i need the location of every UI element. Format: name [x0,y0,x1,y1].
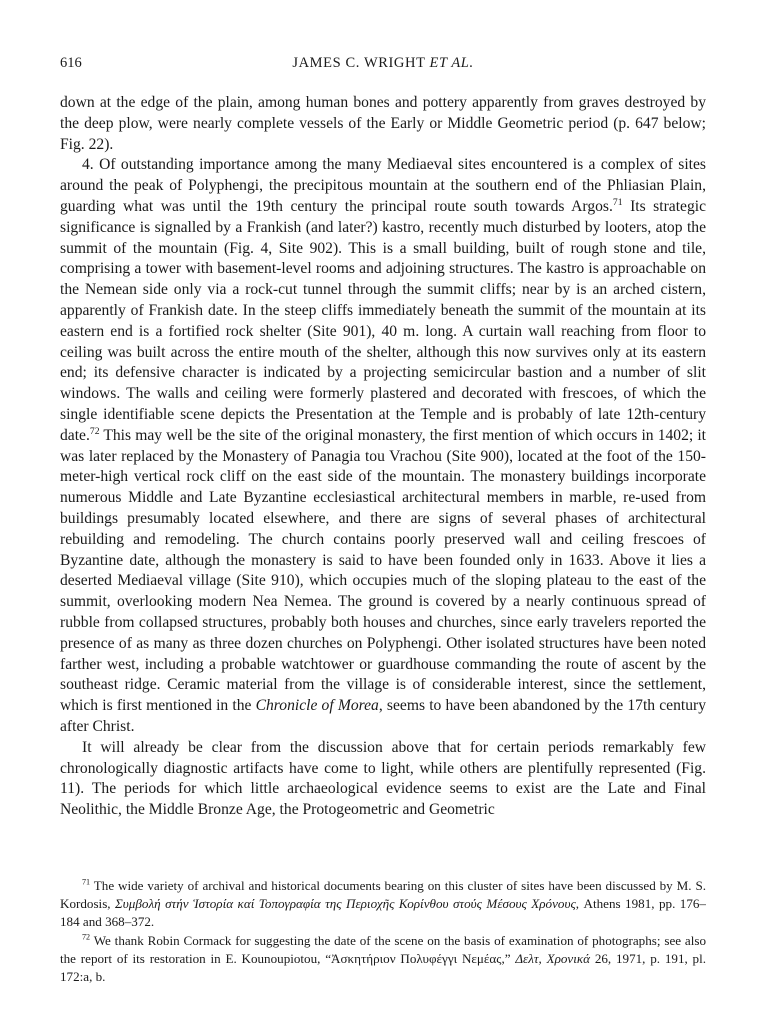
footnote-72 [60,932,706,987]
paragraph-text: 4. Of outstanding importance among the many Mediaeval sites encountered is a complex of sites around the peak of Polyphengi, the precipitous mountain at the southern end of the Phliasian Plain, guarding what was until the 19th century the principal route south towards Argos. [60,156,706,215]
footnote-greek-title: Συμβολή στήν Ἱστορία καί Τοπογραφία της Περιοχῆς Κορίνθου στούς Μέσους Χρόνους [115,896,576,912]
footnote-text: We thank Robin Cormack for suggesting the date of the scene on the basis of examination of photographs; see also the report of its restoration in E. Kounoupiotou, “Ἀσκητήριον Πολυφέγγι Νεμέας,” [60,932,706,966]
body-text [60,93,706,821]
running-head-et-al: ET AL. [429,55,474,71]
paragraph-text: Its strategic significance is signalled by a Frankish (and later?) kastro, recently much disturbed by looters, atop the summit of the mountain (Fig. 4, Site 902). This is a small building, built of rough stone and tile, comprising a tower with basement-level rooms and adjoining structures. The kastro is approachable on the Nemean side only via a rock-cut tunnel through the summit cliffs; near by is an arched cistern, apparently of Frankish date. In the steep cliffs immediately beneath the summit of the mountain at its eastern end is a fortified rock shelter (Site 901), 40 m. long. A curtain wall reaching from floor to ceiling was built across the entire mouth of the shelter, although this now survives only at its eastern end; its defensive character is indicated by a projecting semicircular bastion and a number of slit windows. The walls and ceiling were formerly plastered and decorated with frescoes, of which the single identifiable scene depicts the Presentation at the Temple and is probably of late 12th-century date. [60,197,706,444]
paragraph-polyphengi [60,155,706,737]
paragraph-continuation: down at the edge of the plain, among human bones and pottery apparently from graves destroyed by the deep plow, were nearly complete vessels of the Early or Middle Geometric period (p. 647 below; Fig. 22). [60,94,706,153]
italic-title-chronicle: Chronicle of Morea [255,697,379,715]
paragraph-text: , seems to have been abandoned by the 17th century after Christ. [60,697,706,735]
footnote-text: , Athens 1981, pp. 176–184 and 368–372. [60,896,706,930]
footnote-text: 26, 1971, p. 191, pl. 172:a, b. [60,950,707,985]
running-head-authors: JAMES C. WRIGHT [292,55,426,71]
running-head [60,55,706,72]
footnote-text: The wide variety of archival and historical documents bearing on this cluster of sites have been discussed by M. S. Kordosis, [60,878,706,912]
footnotes [60,877,706,986]
paragraph-periods: It will already be clear from the discussion above that for certain periods remarkably few chronologically diagnostic artifacts have come to light, while others are plentifully represented (Fig. 11). The periods for which little archaeological evidence seems to exist are the Late and Final Neolithic, the Middle Bronze Age, the Protogeometric and Geometric [60,738,706,819]
footnote-ref-72[interactable]: 72 [89,425,100,437]
footnote-greek-journal: Δελτ, Χρονικά [515,950,591,966]
page-number: 616 [60,55,82,71]
page-header [60,55,706,77]
footnote-71 [60,877,706,932]
footnote-ref-71[interactable]: 71 [612,196,623,208]
paragraph-text: This may well be the site of the original monastery, the first mention of which occurs in 1402; it was later replaced by the Monastery of Panagia tou Vrachou (Site 900), located at the foot of the 150-meter-high vertical rock cliff on the east side of the mountain. The monastery buildings incorporate numerous Middle and Late Byzantine ecclesiastical architectural members in marble, re-used from buildings presumably located elsewhere, and there are signs of several phases of architectural rebuilding and remodeling. The church contains poorly preserved wall and ceiling frescoes of Byzantine date, although the monastery is said to have been founded only in 1633. Above it lies a deserted Mediaeval village (Site 910), which occupies much of the sloping plateau to the east of the summit, overlooking modern Nea Nemea. The ground is covered by a nearly continuous spread of rubble from collapsed structures, probably both houses and churches, since early travelers reported the presence of as many as three dozen churches on Polyphengi. Other isolated structures have been noted farther west, including a probable watchtower or guardhouse commanding the route of ascent by the southeast ridge. Ceramic material from the village is of considerable interest, since the settlement, which is first mentioned in the [60,426,706,715]
footnote-number-71: 71 [82,877,91,887]
footnote-number-72: 72 [82,932,91,942]
